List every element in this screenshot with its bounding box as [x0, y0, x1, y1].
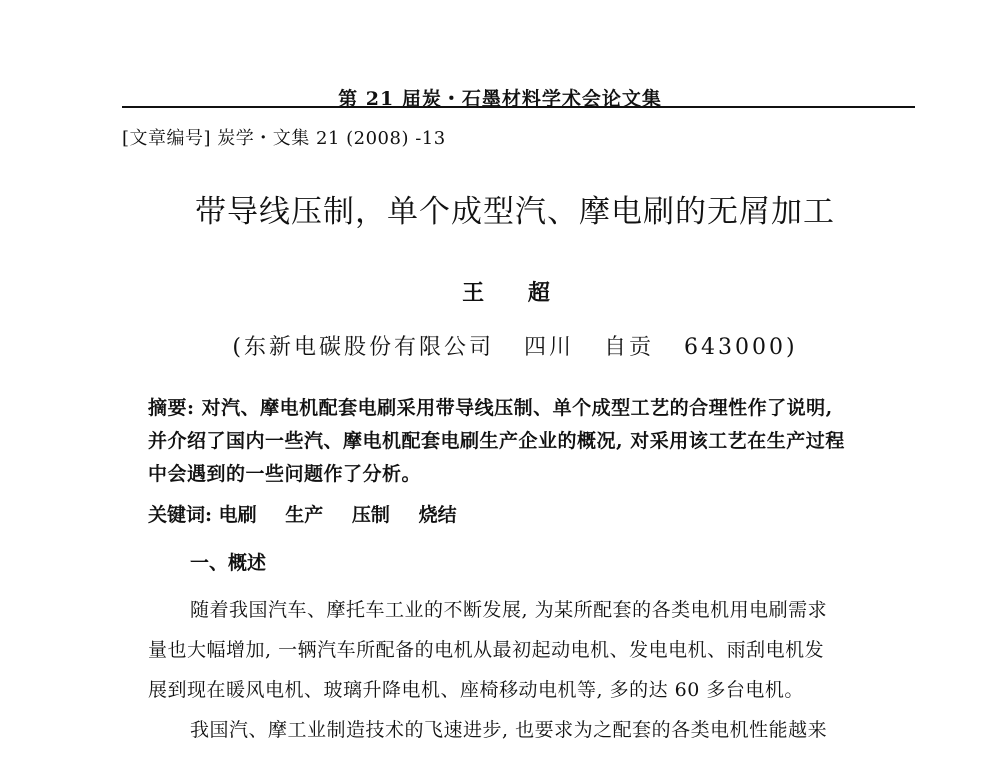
keywords-label: 关键词:	[148, 504, 213, 526]
affiliation-postcode: 643000)	[684, 335, 798, 360]
abstract-line: 中会遇到的一些问题作了分析。	[148, 463, 422, 485]
keyword: 压制	[351, 504, 390, 526]
affiliation	[0, 330, 1000, 361]
paper-title: 带导线压制，单个成型汽、摩电刷的无屑加工	[195, 194, 835, 230]
author: 王 超	[462, 280, 568, 306]
keywords	[148, 500, 479, 527]
affiliation-province: 四川	[523, 335, 574, 360]
affiliation-org: (东新电碳股份有限公司	[232, 335, 494, 360]
body-text	[148, 590, 908, 750]
keyword: 烧结	[418, 504, 457, 526]
body-line: 展到现在暖风电机、玻璃升降电机、座椅移动电机等, 多的达 60 多台电机。	[148, 679, 804, 701]
keyword: 生产	[285, 504, 324, 526]
body-line: 我国汽、摩工业制造技术的飞速进步, 也要求为之配套的各类电机性能越来	[190, 719, 828, 741]
affiliation-city: 自贡	[604, 335, 655, 360]
body-line: 量也大幅增加, 一辆汽车所配备的电机从最初起动电机、发电电机、雨刮电机发	[148, 639, 825, 661]
running-header: 第 21 届炭・石墨材料学术会论文集	[338, 88, 662, 110]
section-heading: 一、概述	[190, 552, 267, 574]
abstract-line: 摘要: 对汽、摩电机配套电刷采用带导线压制、单个成型工艺的合理性作了说明,	[148, 397, 833, 419]
header-rule	[122, 106, 915, 108]
article-number: [文章编号] 炭学・文集 21 (2008) -13	[122, 128, 446, 149]
keyword: 电刷	[218, 504, 257, 526]
abstract-line: 并介绍了国内一些汽、摩电机配套电刷生产企业的概况, 对采用该工艺在生产过程	[148, 430, 845, 452]
abstract	[148, 392, 898, 491]
body-line: 随着我国汽车、摩托车工业的不断发展, 为某所配套的各类电机用电刷需求	[190, 599, 828, 621]
